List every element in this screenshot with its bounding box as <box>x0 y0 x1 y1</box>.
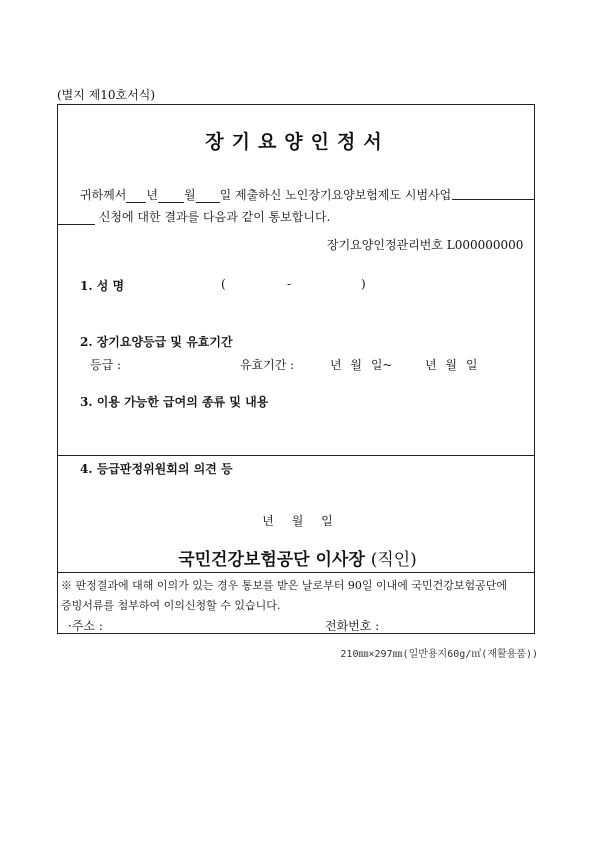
paper-spec: 210㎜×297㎜(일반용지60g/㎡(재활용품)) <box>340 649 538 660</box>
appeal-notice-line-1: ※ 판정결과에 대해 이의가 있는 경우 통보를 받은 날로부터 90일 이내에 국민건강보험공단에 <box>61 579 507 592</box>
management-number: 장기요양인정관리번호 L000000000 <box>327 238 524 252</box>
appeal-notice-line-2: 증빙서류를 첨부하여 이의신청할 수 있습니다. <box>61 599 281 612</box>
day-blank <box>196 189 220 203</box>
program-blank <box>452 186 534 200</box>
official-seal-label: (직인) <box>370 550 417 570</box>
intro-line1-rest: 제출하신 노인장기요양보험제도 시범사업 <box>234 188 452 202</box>
name-heading: 1. 성 명 <box>80 279 125 293</box>
phone-label: 전화번호 : <box>325 619 380 633</box>
form-number-label: (별지 제10호서식) <box>57 88 155 102</box>
day-unit: 일 <box>219 188 232 202</box>
month-unit: 월 <box>183 188 196 202</box>
address-label: ·주소 : <box>68 619 103 633</box>
valid-period-label: 유효기간 : <box>240 358 295 372</box>
year-unit: 년 <box>146 188 158 202</box>
document-title: 장기요양인정서 <box>205 131 390 153</box>
id-dash: - <box>287 277 292 291</box>
intro-line-2 <box>57 208 330 225</box>
intro-line2-rest: 신청에 대한 결과를 다음과 같이 통보합니다. <box>98 210 331 224</box>
issue-date: 년 월 일 <box>262 514 333 528</box>
benefits-heading: 3. 이용 가능한 급여의 종류 및 내용 <box>80 395 269 409</box>
grade-label: 등급 : <box>90 358 122 372</box>
month-blank <box>158 189 184 203</box>
section-divider <box>57 455 535 456</box>
committee-opinion-heading: 4. 등급판정위원회의 의견 등 <box>80 462 233 476</box>
period-from-date: 년 월 일~ <box>330 358 393 372</box>
issuer-name: 국민건강보험공단 이사장 <box>178 550 365 570</box>
intro-prefix: 귀하께서 <box>80 188 127 202</box>
year-blank <box>126 189 146 203</box>
id-open-paren: ( <box>221 277 226 291</box>
intro-line-1 <box>80 186 451 203</box>
id-close-paren: ) <box>361 277 366 291</box>
notice-divider <box>57 572 535 573</box>
issuer-line <box>0 545 595 570</box>
program-blank-cont <box>57 211 95 225</box>
period-to-date: 년 월 일 <box>425 358 478 372</box>
grade-period-heading: 2. 장기요양등급 및 유효기간 <box>80 335 233 349</box>
